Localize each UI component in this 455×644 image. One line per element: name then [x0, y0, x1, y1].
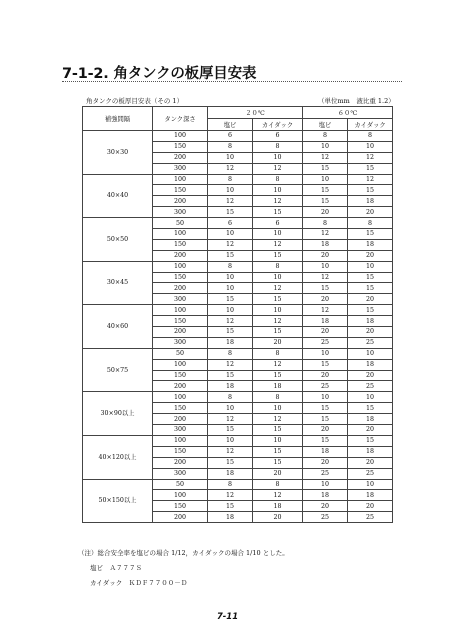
kydex-60-cell: 20: [348, 425, 393, 436]
pvc-20-cell: 15: [208, 327, 253, 338]
header-pvc-60: 塩ビ: [303, 119, 348, 131]
header-kydex-20: カイダック: [253, 119, 303, 131]
kydex-20-cell: 10: [253, 229, 303, 240]
pvc-60-cell: 18: [303, 239, 348, 250]
kydex-20-cell: 20: [253, 468, 303, 479]
thickness-table: [82, 106, 393, 523]
pvc-20-cell: 8: [208, 392, 253, 403]
pvc-20-cell: 12: [208, 446, 253, 457]
page-number: 7-11: [216, 612, 239, 622]
depth-cell: 50: [153, 218, 208, 229]
pvc-60-cell: 20: [303, 327, 348, 338]
depth-cell: 50: [153, 348, 208, 359]
kydex-20-cell: 8: [253, 174, 303, 185]
pvc-20-cell: 15: [208, 501, 253, 512]
kydex-60-cell: 25: [348, 337, 393, 348]
depth-cell: 100: [153, 229, 208, 240]
depth-cell: 100: [153, 131, 208, 142]
pvc-20-cell: 8: [208, 141, 253, 152]
pvc-60-cell: 15: [303, 435, 348, 446]
kydex-60-cell: 15: [348, 229, 393, 240]
spacing-label: 50×75: [83, 348, 153, 392]
pvc-20-cell: 12: [208, 359, 253, 370]
table-caption: 角タンクの板厚目安表（その 1）: [86, 97, 184, 105]
pvc-60-cell: 12: [303, 229, 348, 240]
kydex-20-cell: 12: [253, 359, 303, 370]
kydex-60-cell: 20: [348, 457, 393, 468]
depth-cell: 300: [153, 337, 208, 348]
pvc-60-cell: 10: [303, 479, 348, 490]
header-pvc-20: 塩ビ: [208, 119, 253, 131]
pvc-20-cell: 15: [208, 425, 253, 436]
kydex-20-cell: 15: [253, 207, 303, 218]
pvc-60-cell: 10: [303, 348, 348, 359]
table-body: [83, 131, 393, 523]
depth-cell: 150: [153, 239, 208, 250]
kydex-60-cell: 20: [348, 250, 393, 261]
kydex-60-cell: 18: [348, 414, 393, 425]
kydex-20-cell: 12: [253, 163, 303, 174]
kydex-20-cell: 10: [253, 435, 303, 446]
pvc-20-cell: 18: [208, 468, 253, 479]
depth-cell: 300: [153, 294, 208, 305]
pvc-20-cell: 10: [208, 283, 253, 294]
kydex-20-cell: 10: [253, 152, 303, 163]
pvc-60-cell: 15: [303, 414, 348, 425]
kydex-60-cell: 25: [348, 512, 393, 523]
kydex-20-cell: 10: [253, 403, 303, 414]
pvc-60-cell: 20: [303, 294, 348, 305]
pvc-60-cell: 12: [303, 272, 348, 283]
pvc-60-cell: 8: [303, 218, 348, 229]
pvc-20-cell: 8: [208, 261, 253, 272]
kydex-20-cell: 8: [253, 392, 303, 403]
pvc-20-cell: 8: [208, 174, 253, 185]
kydex-20-cell: 10: [253, 305, 303, 316]
depth-cell: 100: [153, 305, 208, 316]
pvc-60-cell: 20: [303, 457, 348, 468]
pvc-60-cell: 18: [303, 490, 348, 501]
kydex-60-cell: 20: [348, 370, 393, 381]
pvc-60-cell: 15: [303, 403, 348, 414]
depth-cell: 100: [153, 261, 208, 272]
kydex-60-cell: 25: [348, 468, 393, 479]
kydex-60-cell: 18: [348, 239, 393, 250]
depth-cell: 200: [153, 414, 208, 425]
pvc-60-cell: 15: [303, 185, 348, 196]
kydex-60-cell: 15: [348, 435, 393, 446]
depth-cell: 200: [153, 283, 208, 294]
depth-cell: 300: [153, 468, 208, 479]
pvc-60-cell: 12: [303, 305, 348, 316]
pvc-20-cell: 12: [208, 196, 253, 207]
pvc-20-cell: 12: [208, 239, 253, 250]
depth-cell: 200: [153, 512, 208, 523]
header-temp-60: ６０℃: [303, 107, 393, 119]
kydex-20-cell: 18: [253, 501, 303, 512]
kydex-60-cell: 20: [348, 294, 393, 305]
pvc-20-cell: 10: [208, 229, 253, 240]
kydex-20-cell: 8: [253, 141, 303, 152]
kydex-60-cell: 18: [348, 446, 393, 457]
title-divider: [62, 81, 402, 82]
pvc-60-cell: 15: [303, 163, 348, 174]
table-row: [83, 261, 393, 272]
note-kydex-grade: カイダック ＫＤＦ７７００－Ｄ: [90, 579, 188, 587]
pvc-60-cell: 25: [303, 381, 348, 392]
pvc-20-cell: 15: [208, 294, 253, 305]
table-row: [83, 305, 393, 316]
table-row: [83, 348, 393, 359]
depth-cell: 200: [153, 327, 208, 338]
pvc-20-cell: 18: [208, 512, 253, 523]
kydex-60-cell: 10: [348, 479, 393, 490]
pvc-20-cell: 10: [208, 305, 253, 316]
kydex-60-cell: 10: [348, 261, 393, 272]
pvc-20-cell: 15: [208, 207, 253, 218]
header-temp-20: ２０℃: [208, 107, 303, 119]
spacing-label: 30×90以上: [83, 392, 153, 436]
pvc-60-cell: 15: [303, 283, 348, 294]
depth-cell: 150: [153, 446, 208, 457]
depth-cell: 50: [153, 479, 208, 490]
pvc-60-cell: 15: [303, 196, 348, 207]
pvc-20-cell: 12: [208, 490, 253, 501]
kydex-20-cell: 15: [253, 294, 303, 305]
pvc-60-cell: 15: [303, 359, 348, 370]
depth-cell: 100: [153, 359, 208, 370]
pvc-60-cell: 20: [303, 250, 348, 261]
depth-cell: 200: [153, 457, 208, 468]
pvc-60-cell: 10: [303, 141, 348, 152]
kydex-60-cell: 15: [348, 163, 393, 174]
depth-cell: 150: [153, 316, 208, 327]
kydex-60-cell: 15: [348, 283, 393, 294]
kydex-20-cell: 20: [253, 512, 303, 523]
pvc-20-cell: 10: [208, 403, 253, 414]
depth-cell: 300: [153, 163, 208, 174]
pvc-20-cell: 18: [208, 381, 253, 392]
pvc-60-cell: 8: [303, 131, 348, 142]
table-row: [83, 392, 393, 403]
kydex-60-cell: 25: [348, 381, 393, 392]
kydex-60-cell: 18: [348, 490, 393, 501]
spacing-label: 50×50: [83, 218, 153, 262]
pvc-20-cell: 15: [208, 250, 253, 261]
depth-cell: 100: [153, 392, 208, 403]
kydex-20-cell: 20: [253, 337, 303, 348]
kydex-20-cell: 15: [253, 446, 303, 457]
pvc-60-cell: 18: [303, 316, 348, 327]
kydex-20-cell: 8: [253, 261, 303, 272]
kydex-20-cell: 15: [253, 425, 303, 436]
spacing-label: 40×40: [83, 174, 153, 218]
table-row: [83, 479, 393, 490]
spacing-label: 40×120以上: [83, 435, 153, 479]
pvc-20-cell: 10: [208, 272, 253, 283]
kydex-20-cell: 12: [253, 316, 303, 327]
pvc-20-cell: 18: [208, 337, 253, 348]
kydex-20-cell: 15: [253, 327, 303, 338]
spacing-label: 30×45: [83, 261, 153, 305]
kydex-20-cell: 10: [253, 185, 303, 196]
kydex-60-cell: 8: [348, 218, 393, 229]
depth-cell: 100: [153, 174, 208, 185]
pvc-60-cell: 20: [303, 501, 348, 512]
header-spacing: 補強間隔: [83, 107, 153, 131]
spacing-label: 50×150以上: [83, 479, 153, 523]
kydex-60-cell: 15: [348, 403, 393, 414]
pvc-20-cell: 10: [208, 185, 253, 196]
depth-cell: 100: [153, 490, 208, 501]
pvc-20-cell: 10: [208, 435, 253, 446]
pvc-60-cell: 10: [303, 392, 348, 403]
header-depth: タンク深さ: [153, 107, 208, 131]
spacing-label: 30×30: [83, 131, 153, 175]
kydex-20-cell: 12: [253, 283, 303, 294]
kydex-60-cell: 18: [348, 316, 393, 327]
kydex-60-cell: 15: [348, 185, 393, 196]
pvc-20-cell: 12: [208, 163, 253, 174]
depth-cell: 200: [153, 196, 208, 207]
pvc-20-cell: 10: [208, 152, 253, 163]
depth-cell: 300: [153, 425, 208, 436]
kydex-60-cell: 10: [348, 392, 393, 403]
spacing-label: 40×60: [83, 305, 153, 349]
kydex-20-cell: 15: [253, 370, 303, 381]
kydex-60-cell: 10: [348, 141, 393, 152]
kydex-60-cell: 12: [348, 152, 393, 163]
depth-cell: 200: [153, 250, 208, 261]
depth-cell: 150: [153, 501, 208, 512]
unit-note: （単位mm 液比重 1.2）: [318, 97, 395, 105]
table-row: [83, 174, 393, 185]
pvc-60-cell: 25: [303, 337, 348, 348]
kydex-60-cell: 8: [348, 131, 393, 142]
kydex-60-cell: 18: [348, 359, 393, 370]
page-title: 7-1-2. 角タンクの板厚目安表: [62, 66, 257, 82]
kydex-60-cell: 15: [348, 305, 393, 316]
kydex-20-cell: 12: [253, 239, 303, 250]
kydex-20-cell: 15: [253, 457, 303, 468]
pvc-20-cell: 8: [208, 348, 253, 359]
pvc-20-cell: 8: [208, 479, 253, 490]
depth-cell: 300: [153, 207, 208, 218]
kydex-60-cell: 15: [348, 272, 393, 283]
kydex-20-cell: 12: [253, 196, 303, 207]
table-row: [83, 218, 393, 229]
kydex-20-cell: 18: [253, 381, 303, 392]
kydex-60-cell: 18: [348, 196, 393, 207]
table-row: [83, 131, 393, 142]
depth-cell: 150: [153, 141, 208, 152]
table-row: [83, 435, 393, 446]
kydex-60-cell: 20: [348, 501, 393, 512]
kydex-20-cell: 12: [253, 490, 303, 501]
pvc-60-cell: 10: [303, 261, 348, 272]
pvc-60-cell: 20: [303, 425, 348, 436]
pvc-20-cell: 6: [208, 218, 253, 229]
kydex-20-cell: 8: [253, 348, 303, 359]
depth-cell: 100: [153, 435, 208, 446]
pvc-60-cell: 25: [303, 468, 348, 479]
depth-cell: 150: [153, 370, 208, 381]
pvc-20-cell: 12: [208, 316, 253, 327]
depth-cell: 150: [153, 403, 208, 414]
pvc-20-cell: 6: [208, 131, 253, 142]
pvc-60-cell: 25: [303, 512, 348, 523]
note-safety-factor: （注）総合安全率を塩ビの場合 1/12，カイダックの場合 1/10 とした。: [78, 549, 289, 557]
depth-cell: 200: [153, 381, 208, 392]
pvc-60-cell: 10: [303, 174, 348, 185]
header-kydex-60: カイダック: [348, 119, 393, 131]
kydex-20-cell: 6: [253, 131, 303, 142]
pvc-60-cell: 18: [303, 446, 348, 457]
kydex-20-cell: 10: [253, 272, 303, 283]
depth-cell: 200: [153, 152, 208, 163]
notes: [78, 546, 289, 591]
kydex-60-cell: 20: [348, 327, 393, 338]
kydex-60-cell: 12: [348, 174, 393, 185]
pvc-60-cell: 20: [303, 207, 348, 218]
pvc-20-cell: 15: [208, 457, 253, 468]
kydex-60-cell: 10: [348, 348, 393, 359]
kydex-20-cell: 12: [253, 414, 303, 425]
depth-cell: 150: [153, 272, 208, 283]
pvc-20-cell: 15: [208, 370, 253, 381]
depth-cell: 150: [153, 185, 208, 196]
kydex-60-cell: 20: [348, 207, 393, 218]
kydex-20-cell: 15: [253, 250, 303, 261]
kydex-20-cell: 6: [253, 218, 303, 229]
pvc-60-cell: 20: [303, 370, 348, 381]
pvc-20-cell: 12: [208, 414, 253, 425]
kydex-20-cell: 8: [253, 479, 303, 490]
note-pvc-grade: 塩ビ Ａ７７７Ｓ: [90, 564, 142, 572]
pvc-60-cell: 12: [303, 152, 348, 163]
